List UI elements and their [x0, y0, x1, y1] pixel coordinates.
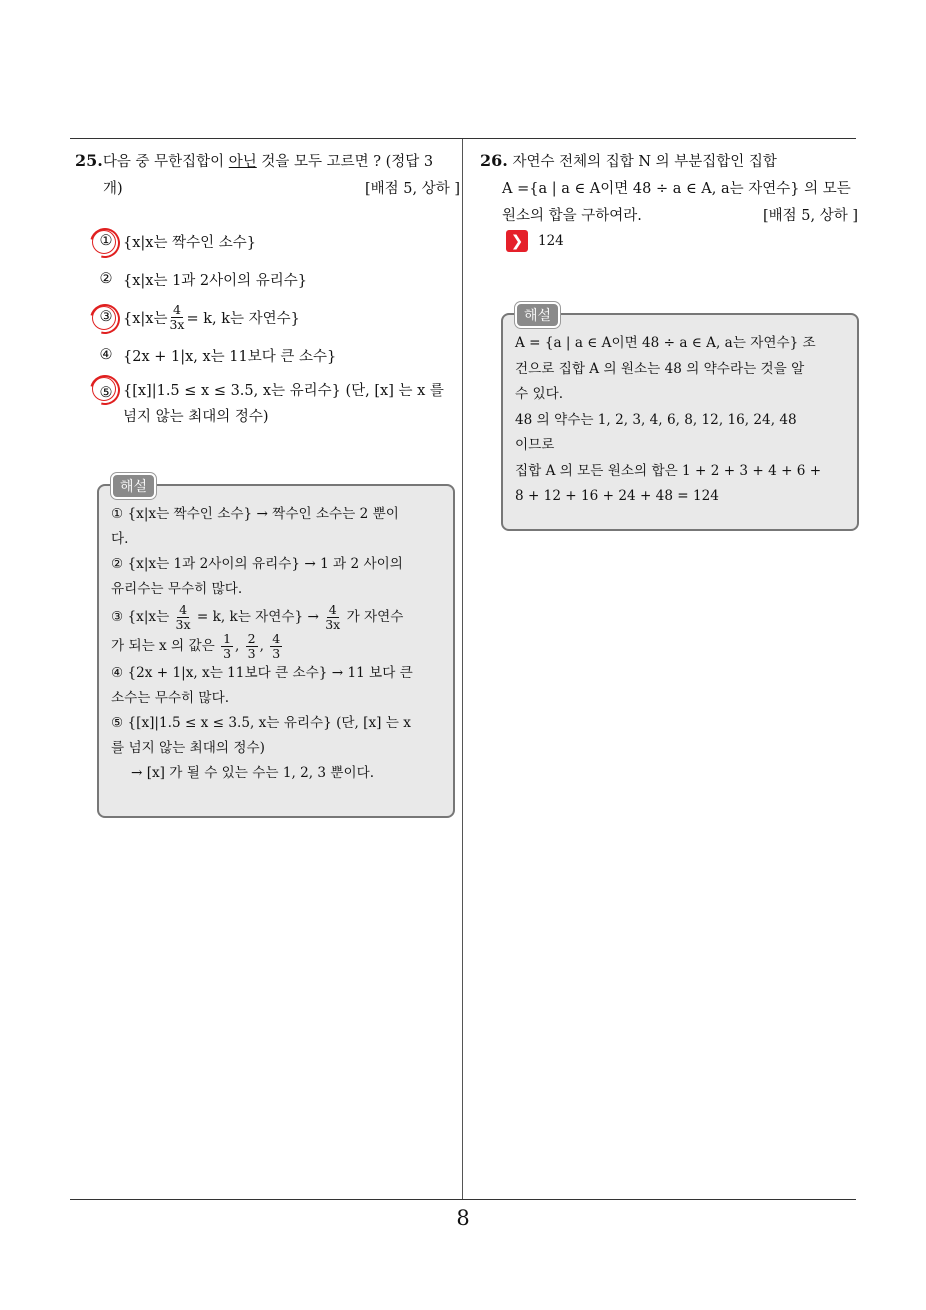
choice-3[interactable]: [95, 298, 455, 336]
choice-2[interactable]: [95, 260, 455, 298]
stem-text: 다음 중 무한집합이: [102, 154, 229, 170]
sol25-line: → [x] 가 될 수 있는 수는 1, 2, 3 뿐이다.: [131, 765, 375, 781]
choice-1[interactable]: [95, 222, 455, 260]
choice-5-text2: 넘지 않는 최대의 정수): [123, 409, 269, 425]
sol25-line: 를 넘지 않는 최대의 정수): [111, 740, 265, 756]
frac-num: 1: [223, 631, 232, 646]
sol25-post: 가 자연수: [342, 609, 404, 625]
choice-4-mark: ④: [99, 347, 113, 363]
stem-line2-text: 개): [103, 181, 123, 197]
frac-den: 3x: [325, 617, 341, 632]
choice-5-text: {[x]|1.5 ≤ x ≤ 3.5, x는 유리수} (단, [x] 는 x 를: [123, 383, 444, 399]
frac-num: 4: [173, 301, 181, 317]
sol26-line: 이므로: [515, 437, 555, 453]
sol25-line-values: 가 되는 x 의 값은 $\frac{1}{3}$ , $\frac{2}{3}$ , $\frac{4}{3}$: [111, 631, 281, 661]
sol25-line: ① {x|x는 짝수인 소수} → 짝수인 소수는 2 뿐이: [111, 506, 399, 522]
solution-box-25: [97, 479, 455, 818]
sol26-line: 수 있다.: [515, 386, 564, 402]
choice-3-mark: ③: [95, 309, 117, 325]
question-25: [75, 147, 460, 203]
column-divider: [462, 139, 463, 1199]
choice-1-mark: ①: [95, 233, 117, 249]
frac-den: 3x: [175, 617, 191, 632]
sol25-line: 소수는 무수히 많다.: [111, 690, 230, 706]
sol26-line: 집합 A 의 모든 원소의 합은 1 + 2 + 3 + 4 + 6 +: [515, 462, 822, 479]
question-26-stem-l3: [480, 203, 858, 230]
frac-num: 2: [247, 631, 256, 646]
choice-5-text-wrap: [123, 378, 444, 430]
choice-1-text: {x|x는 짝수인 소수}: [123, 234, 256, 251]
frac-num: 4: [272, 631, 281, 646]
question-26-stem-l2: A ={a | a ∈ A이면 48 ÷ a ∈ A, a는 자연수} 의 모든: [502, 181, 851, 197]
choice-4-text: {2x + 1|x, x는 11보다 큰 소수}: [123, 348, 337, 365]
sol25-frac-2: [246, 632, 258, 661]
choice-3-fraction: [169, 303, 184, 332]
sol25-line: 다.: [111, 531, 129, 547]
solution-tag-25: 해설: [111, 473, 156, 499]
sol26-line: A = {a | a ∈ A이면 48 ÷ a ∈ A, a는 자연수} 조: [515, 335, 816, 351]
sol25-frac-b: [325, 603, 340, 632]
answer-value: 124: [538, 233, 564, 249]
frac-den: 3: [223, 646, 232, 661]
question-25-choices: [95, 222, 455, 430]
sol25-line-fraction: [111, 602, 443, 632]
frac-num: 4: [179, 602, 188, 617]
sol26-line: 건으로 집합 A 의 원소는 48 의 약수라는 것을 알: [515, 360, 805, 377]
sol25-pre: ③ {x|x는: [111, 609, 174, 625]
sol25-frac-3: [270, 632, 282, 661]
top-rule: [70, 138, 856, 139]
choice-2-mark: ②: [99, 271, 113, 287]
frac-den: 3x: [169, 316, 185, 332]
page-number: 8: [456, 1206, 470, 1230]
sol26-line: 48 의 약수는 1, 2, 3, 4, 6, 8, 12, 16, 24, 48: [515, 411, 797, 428]
bottom-rule: [70, 1199, 856, 1200]
frac-den: 3: [272, 646, 281, 661]
sol25-line: ④ {2x + 1|x, x는 11보다 큰 소수} → 11 보다 큰: [111, 665, 413, 681]
question-25-stem-line2: [75, 176, 460, 203]
sol25-line: ② {x|x는 1과 2사이의 유리수} → 1 과 2 사이의: [111, 556, 403, 572]
question-26-stem-l1: [480, 147, 858, 176]
stem26-l3: 원소의 합을 구하여라.: [502, 208, 642, 224]
solution-body-25: [111, 502, 443, 786]
question-26: [480, 147, 858, 230]
solution-tag-26: 해설: [515, 302, 560, 328]
choice-3-post: = k, k는 자연수}: [186, 310, 300, 327]
sol25-frac-a: [176, 603, 191, 632]
question-25-number: 25.: [75, 151, 103, 170]
choice-3-pre: {x|x는: [123, 310, 168, 327]
chevron-right-icon: ❯: [506, 230, 528, 252]
choice-5[interactable]: [95, 374, 455, 430]
question-26-score: [배점 5, 상하 ]: [762, 208, 858, 224]
question-26-answer: [506, 230, 564, 252]
sol25-line: ⑤ {[x]|1.5 ≤ x ≤ 3.5, x는 유리수} (단, [x] 는 x: [111, 715, 411, 731]
sol25-frac-1: [221, 632, 233, 661]
sol25-mid: = k, k는 자연수} →: [192, 609, 324, 625]
choice-5-mark: ⑤: [95, 380, 117, 406]
sol26-line: 8 + 12 + 16 + 24 + 48 = 124: [515, 488, 719, 504]
stem-underlined: 아닌: [228, 154, 257, 170]
question-25-stem: [75, 147, 460, 176]
question-25-score: [배점 5, 상하 ]: [364, 181, 460, 197]
choice-2-text: {x|x는 1과 2사이의 유리수}: [123, 272, 308, 289]
choice-4[interactable]: [95, 336, 455, 374]
stem26-l1: 자연수 전체의 집합 N 의 부분집합인 집합: [507, 154, 777, 170]
frac-den: 3: [247, 646, 256, 661]
solution-box-26: [501, 308, 859, 531]
sol25-values-pre: 가 되는 x 의 값은: [111, 638, 220, 654]
sol25-line: 유리수는 무수히 많다.: [111, 581, 243, 597]
question-26-number: 26.: [480, 151, 508, 170]
solution-body-26: [515, 331, 847, 510]
stem-text-post: 것을 모두 고르면 ? (정답 3: [256, 154, 434, 170]
frac-num: 4: [328, 602, 337, 617]
